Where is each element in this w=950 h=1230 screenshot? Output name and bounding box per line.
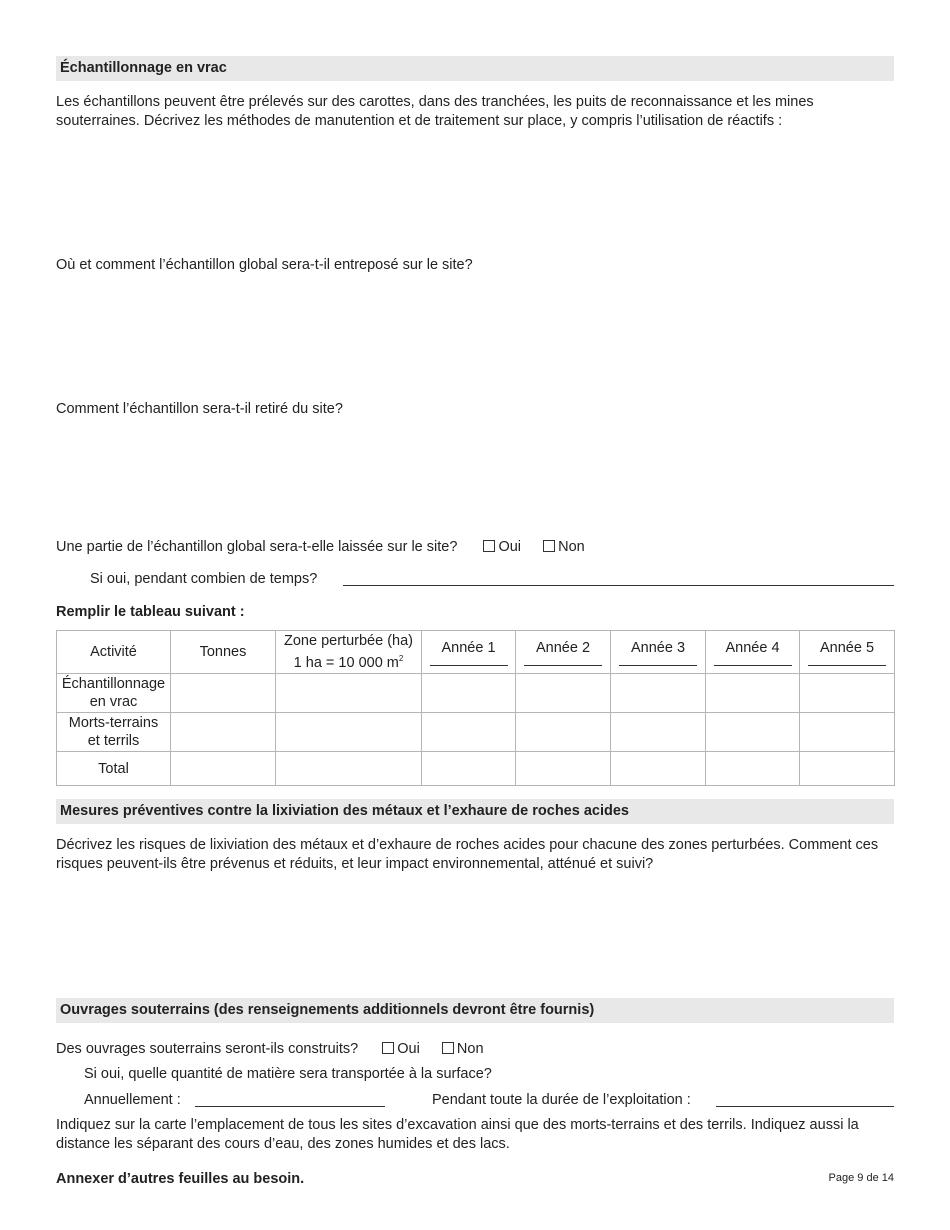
- header-year-5: [800, 631, 895, 674]
- annual-label: Annuellement :: [84, 1092, 181, 1108]
- disturbance-table: [56, 630, 895, 786]
- year-4-label: Année 4: [725, 639, 780, 656]
- table-cell[interactable]: [706, 713, 800, 752]
- answer-area-leaching[interactable]: [56, 880, 894, 990]
- table-header-row: [57, 631, 895, 674]
- annual-input-line[interactable]: [195, 1106, 385, 1107]
- year-2-input[interactable]: [524, 659, 602, 666]
- duration-input-line[interactable]: [343, 585, 894, 586]
- table-cell[interactable]: [800, 713, 895, 752]
- question-duration: Si oui, pendant combien de temps?: [90, 571, 318, 587]
- page-number: Page 9 de 14: [828, 1172, 894, 1184]
- answer-area-storage[interactable]: [56, 278, 894, 393]
- table-cell[interactable]: [516, 713, 611, 752]
- answer-area-methods[interactable]: [56, 130, 894, 250]
- table-cell[interactable]: [800, 752, 895, 786]
- table-cell[interactable]: [276, 752, 422, 786]
- left-no-option[interactable]: [543, 539, 585, 555]
- table-cell[interactable]: [706, 674, 800, 713]
- attach-note: Annexer d’autres feuilles au besoin.: [56, 1171, 305, 1187]
- table-prompt: Remplir le tableau suivant :: [56, 604, 245, 620]
- year-3-label: Année 3: [630, 639, 686, 656]
- year-1-label: Année 1: [441, 639, 496, 656]
- header-year-1: [422, 631, 516, 674]
- year-2-label: Année 2: [535, 639, 591, 656]
- table-cell[interactable]: [611, 752, 706, 786]
- checkbox-underground-yes[interactable]: [382, 1042, 394, 1054]
- table-cell[interactable]: [611, 713, 706, 752]
- question-removal: Comment l’échantillon sera-t-il retiré du site?: [56, 401, 343, 417]
- year-5-input[interactable]: [808, 659, 886, 666]
- year-3-input[interactable]: [619, 659, 697, 666]
- header-year-3: [611, 631, 706, 674]
- underground-yes-label: Oui: [397, 1041, 420, 1057]
- underground-yes-option[interactable]: [382, 1041, 420, 1057]
- table-cell[interactable]: [516, 674, 611, 713]
- table-cell[interactable]: [516, 752, 611, 786]
- checkbox-left-yes[interactable]: [483, 540, 495, 552]
- year-1-input[interactable]: [430, 659, 508, 666]
- underground-built-text: Des ouvrages souterrains seront-ils construits?: [56, 1041, 359, 1057]
- left-yes-label: Oui: [498, 539, 522, 555]
- table-cell[interactable]: [422, 752, 516, 786]
- checkbox-underground-no[interactable]: [442, 1042, 454, 1054]
- table-cell[interactable]: [171, 713, 276, 752]
- year-4-input[interactable]: [714, 659, 792, 666]
- table-cell[interactable]: [171, 752, 276, 786]
- table-cell[interactable]: [422, 674, 516, 713]
- row-2-line2: et terrils: [87, 733, 140, 749]
- left-yes-option[interactable]: [483, 539, 521, 555]
- answer-area-removal[interactable]: [56, 422, 894, 532]
- leaching-text: Décrivez les risques de lixiviation des métaux et d’exhaure de roches acides pour chacune des zones perturbées. Comment ces risques peuvent-ils être prévenus et réduits, et leur impact environnemental, atténué et suivi?: [56, 837, 879, 872]
- table-row: [57, 674, 895, 713]
- table-cell[interactable]: [276, 713, 422, 752]
- row-label-overburden: [57, 713, 171, 752]
- row-3-line1: Total: [98, 760, 129, 777]
- question-left-on-site: [56, 538, 894, 557]
- question-storage: Où et comment l’échantillon global sera-t-il entreposé sur le site?: [56, 257, 473, 273]
- lifetime-input-line[interactable]: [716, 1106, 894, 1107]
- left-no-label: Non: [558, 539, 585, 555]
- table-cell[interactable]: [611, 674, 706, 713]
- table-cell[interactable]: [276, 674, 422, 713]
- row-2-line1: Morts-terrains: [68, 715, 159, 731]
- table-cell[interactable]: [171, 674, 276, 713]
- header-year-2: [516, 631, 611, 674]
- section-title-leaching: Mesures préventives contre la lixiviation des métaux et l’exhaure de roches acides: [56, 799, 894, 824]
- question-quantity: Si oui, quelle quantité de matière sera transportée à la surface?: [84, 1066, 492, 1082]
- table-row: [57, 713, 895, 752]
- table-cell[interactable]: [422, 713, 516, 752]
- question-underground-built: [56, 1040, 894, 1059]
- header-zone: [276, 631, 422, 674]
- table-cell[interactable]: [800, 674, 895, 713]
- row-label-bulk-sampling: [57, 674, 171, 713]
- header-year-4: [706, 631, 800, 674]
- section-title-underground: Ouvrages souterrains (des renseignements additionnels devront être fournis): [56, 998, 894, 1023]
- year-5-label: Année 5: [819, 639, 875, 656]
- row-label-total: [57, 752, 171, 786]
- header-zone-sup: 2: [398, 654, 404, 664]
- duration-label: Pendant toute la durée de l’exploitation :: [432, 1092, 691, 1108]
- row-1-line1: Échantillonnage: [61, 676, 166, 692]
- row-1-line2: en vrac: [89, 694, 138, 710]
- header-activity: Activité: [57, 631, 171, 674]
- section-title-bulk-sampling: Échantillonnage en vrac: [56, 56, 894, 81]
- underground-no-option[interactable]: [442, 1041, 484, 1057]
- underground-no-label: Non: [456, 1041, 484, 1057]
- table-cell[interactable]: [706, 752, 800, 786]
- question-left-text: Une partie de l’échantillon global sera-t-elle laissée sur le site?: [56, 539, 458, 555]
- checkbox-left-no[interactable]: [543, 540, 555, 552]
- header-zone-line1: Zone perturbée (ha): [284, 633, 413, 650]
- header-tonnes: Tonnes: [171, 631, 276, 674]
- bulk-sampling-intro: Les échantillons peuvent être prélevés sur des carottes, dans des tranchées, les puits de reconnaissance et les mines souterraines. Décrivez les méthodes de manutention et de traitement sur place, y compris l’utilisation de réactifs :: [56, 94, 814, 129]
- table-row: [57, 752, 895, 786]
- header-zone-line2: 1 ha = 10 000 m: [293, 654, 399, 671]
- map-instructions: Indiquez sur la carte l’emplacement de tous les sites d’excavation ainsi que des morts-terrains et des terrils. Indiquez aussi la distance les séparant des cours d’eau, des zones humides et des lacs.: [56, 1117, 859, 1152]
